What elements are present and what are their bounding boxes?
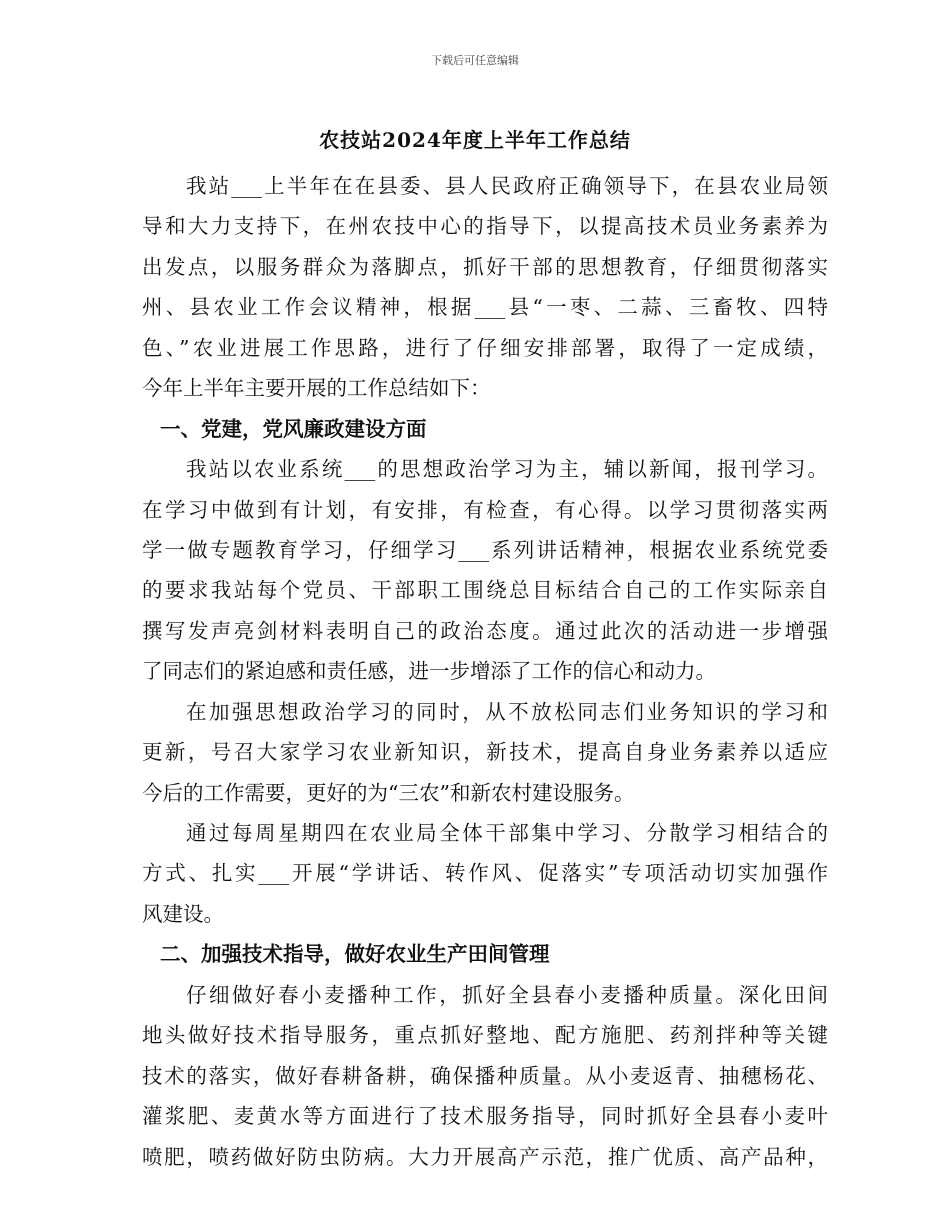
body-line: 地头做好技术指导服务，重点抓好整地、配方施肥、药剂拌种等关键 — [142, 1023, 828, 1048]
body-line: 今后的工作需要，更好的为“三农”和新农村建设服务。 — [142, 780, 635, 805]
document-body — [142, 166, 828, 1177]
body-line: 技术的落实，做好春耕备耕，确保播种质量。从小麦返青、抽穗杨花、 — [142, 1063, 828, 1088]
body-line: 在学习中做到有计划，有安排，有检查，有心得。以学习贯彻落实两 — [142, 497, 828, 522]
body-line: 州、县农业工作会议精神，根据___县“一枣、二蒜、三畜牧、四特 — [142, 295, 828, 320]
body-line: 在加强思想政治学习的同时，从不放松同志们业务知识的学习和 — [186, 699, 828, 724]
section-heading: 二、加强技术指导，做好农业生产田间管理 — [160, 942, 550, 967]
body-line: 了同志们的紧迫感和责任感，进一步增添了工作的信心和动力。 — [142, 659, 716, 684]
body-line: 方式、扎实___开展“学讲话、转作风、促落实”专项活动切实加强作 — [142, 861, 828, 886]
header-note: 下载后可任意编辑 — [431, 54, 519, 67]
body-line: 撰写发声亮剑材料表明自己的政治态度。通过此次的活动进一步增强 — [142, 618, 828, 643]
body-line: 更新，号召大家学习农业新知识，新技术，提高自身业务素养以适应 — [142, 740, 828, 765]
body-line: 我站以农业系统___的思想政治学习为主，辅以新闻，报刊学习。 — [186, 457, 828, 482]
body-line: 学一做专题教育学习，仔细学习___系列讲话精神，根据农业系统党委 — [142, 537, 828, 562]
body-line: 喷肥，喷药做好防虫防病。大力开展高产示范，推广优质、高产品种， — [142, 1144, 828, 1169]
body-line: 色、”农业进展工作思路，进行了仔细安排部署，取得了一定成绩， — [142, 335, 828, 360]
body-line: 今年上半年主要开展的工作总结如下： — [142, 376, 491, 401]
body-line: 我站___上半年在在县委、县人民政府正确领导下，在县农业局领 — [186, 174, 828, 198]
body-line: 出发点，以服务群众为落脚点，抓好干部的思想教育，仔细贯彻落实 — [142, 254, 828, 279]
document-title: 农技站2024年度上半年工作总结 — [319, 128, 631, 152]
body-line: 通过每周星期四在农业局全体干部集中学习、分散学习相结合的 — [186, 821, 828, 845]
body-line: 导和大力支持下，在州农技中心的指导下，以提高技术员业务素养为 — [142, 214, 828, 239]
body-line: 风建设。 — [142, 901, 224, 926]
body-line: 仔细做好春小麦播种工作，抓好全县春小麦播种质量。深化田间 — [186, 982, 828, 1007]
section-heading: 一、党建，党风廉政建设方面 — [160, 416, 427, 441]
body-line: 灌浆肥、麦黄水等方面进行了技术服务指导，同时抓好全县春小麦叶 — [142, 1104, 828, 1129]
body-line: 的要求我站每个党员、干部职工围绕总目标结合自己的工作实际亲自 — [142, 578, 828, 603]
